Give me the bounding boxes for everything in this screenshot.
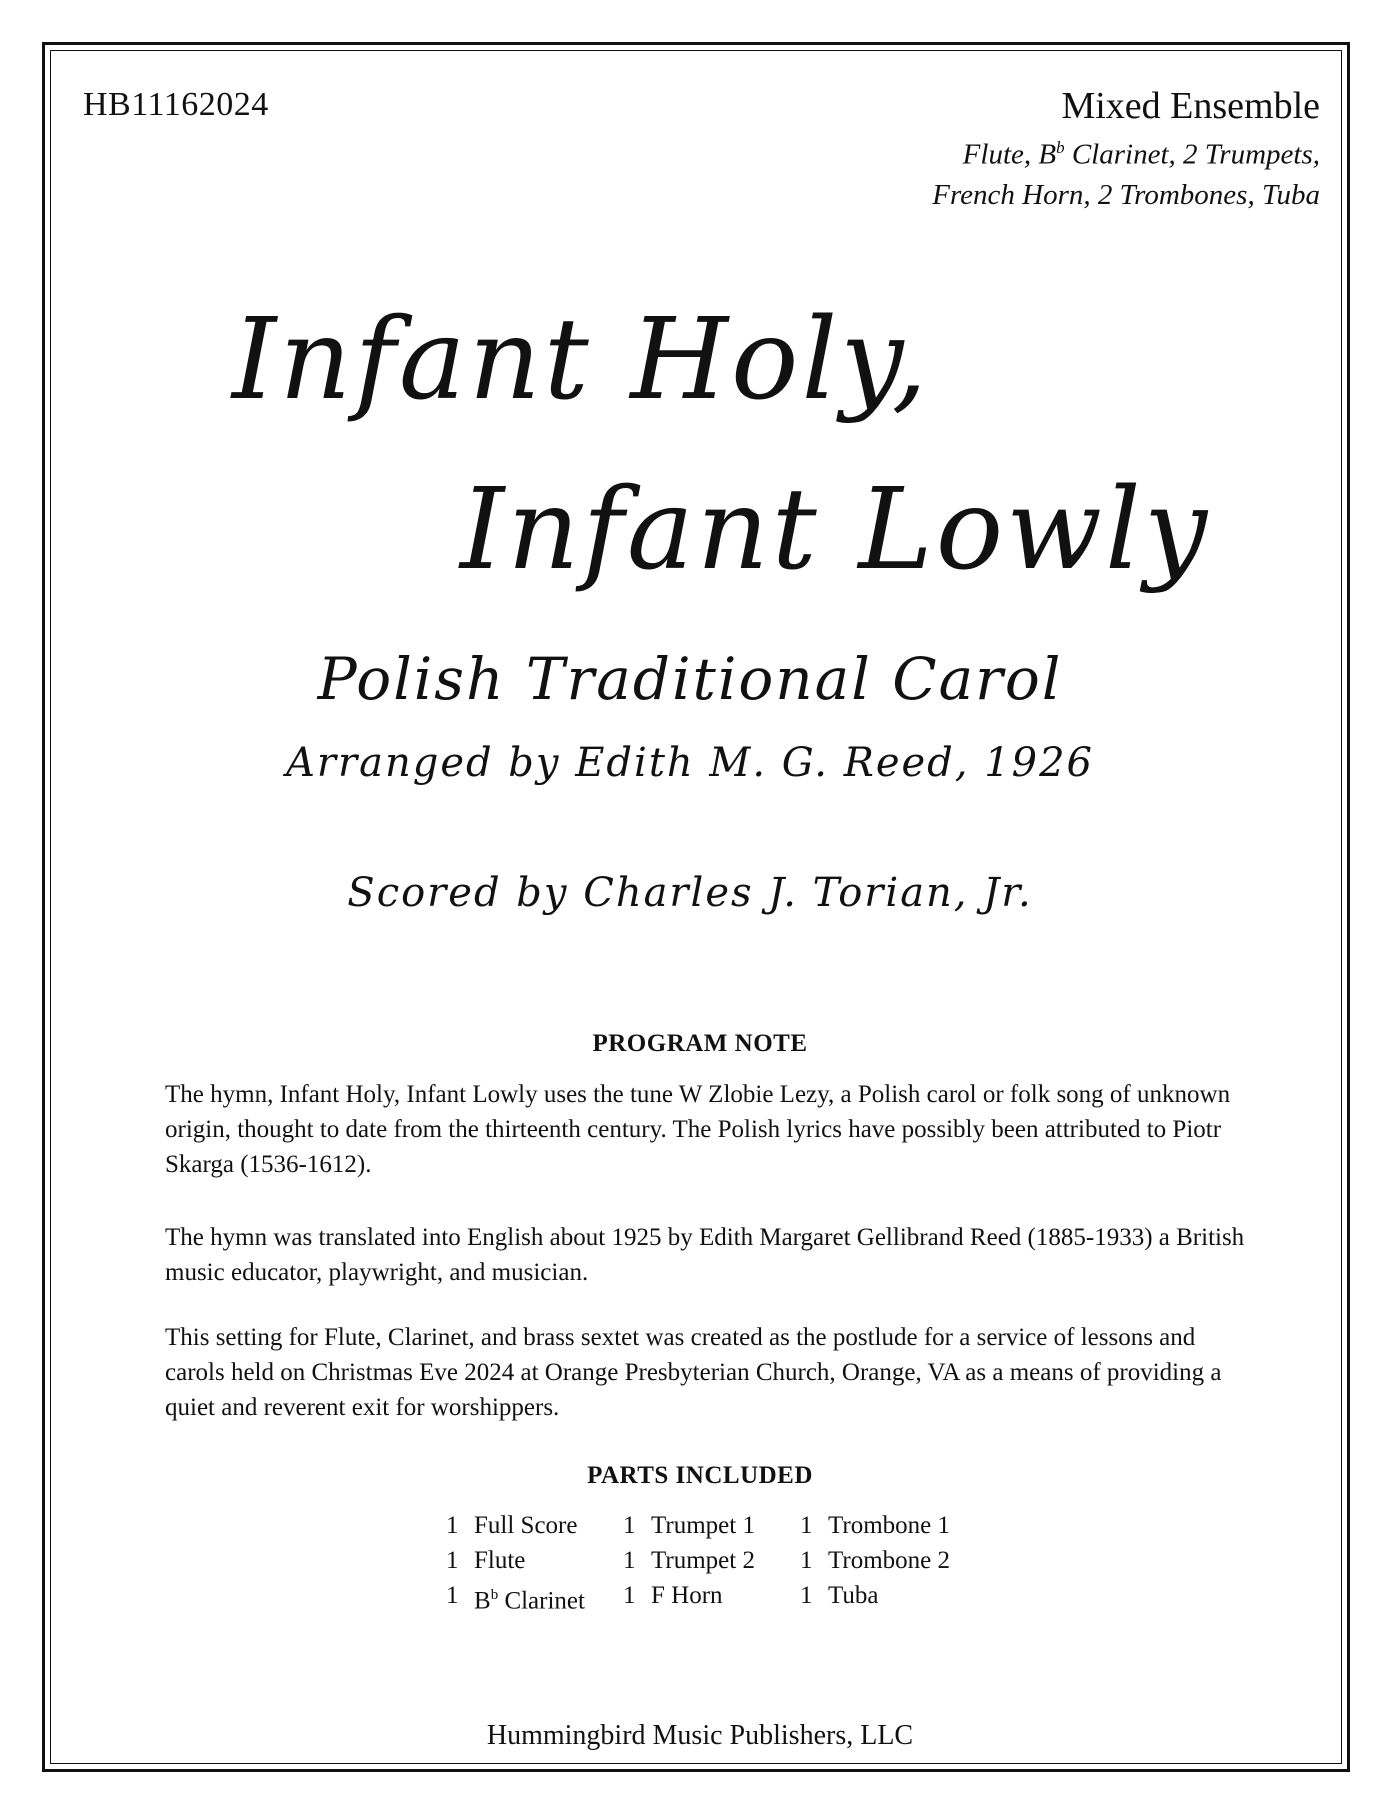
part-name: Trombone 2 <box>828 1547 951 1574</box>
part-name: Trumpet 1 <box>651 1512 755 1539</box>
ensemble-title: Mixed Ensemble <box>1061 85 1320 127</box>
part-quantity: 1 <box>446 1582 459 1609</box>
part-name-post: Clarinet <box>498 1587 585 1615</box>
part-name-clarinet <box>474 1578 585 1618</box>
part-quantity: 1 <box>623 1547 636 1574</box>
part-name: Flute <box>474 1547 526 1574</box>
publisher-name: Hummingbird Music Publishers, LLC <box>486 1720 914 1751</box>
part-item <box>623 1578 755 1613</box>
part-name-pre: B <box>474 1587 491 1615</box>
part-quantity: 1 <box>800 1547 813 1574</box>
subtitle-scorer: Scored by Charles J. Torian, Jr. <box>347 870 1033 916</box>
instrumentation-line-1-pre: Flute, B <box>962 138 1057 171</box>
instrumentation-line-1-post: Clarinet, 2 Trumpets, <box>1064 138 1320 171</box>
part-quantity: 1 <box>800 1582 813 1609</box>
part-quantity: 1 <box>800 1512 813 1539</box>
part-item <box>800 1543 950 1578</box>
part-quantity: 1 <box>623 1582 636 1609</box>
instrumentation-line-1 <box>932 128 1320 175</box>
part-quantity: 1 <box>446 1547 459 1574</box>
part-item <box>800 1578 950 1613</box>
ensemble-block <box>932 84 1320 215</box>
part-quantity: 1 <box>446 1512 459 1539</box>
part-name: F Horn <box>651 1582 723 1609</box>
part-item <box>446 1543 585 1578</box>
flat-sign: b <box>1056 138 1065 157</box>
program-note-heading: PROGRAM NOTE <box>592 1030 808 1057</box>
title-line-1: Infant Holy, <box>232 295 931 425</box>
part-name: Full Score <box>474 1512 578 1539</box>
part-item <box>446 1508 585 1543</box>
instrumentation-line-2: French Horn, 2 Trombones, Tuba <box>932 178 1320 211</box>
part-item <box>623 1543 755 1578</box>
parts-column-2 <box>623 1508 755 1613</box>
paragraph-text: The hymn was translated into English about 1925 by Edith Margaret Gellibrand Reed (1885-1933) a British music educator, playwright, and musician. <box>165 1224 1245 1286</box>
part-item <box>623 1508 755 1543</box>
parts-included-heading: PARTS INCLUDED <box>587 1462 813 1489</box>
part-name: Trumpet 2 <box>651 1547 755 1574</box>
catalog-number: HB11162024 <box>83 86 269 123</box>
subtitle-origin: Polish Traditional Carol <box>317 645 1063 713</box>
parts-column-1 <box>446 1508 585 1618</box>
flat-sign: b <box>490 1587 499 1603</box>
part-item <box>446 1578 585 1618</box>
parts-list <box>0 1508 1400 1618</box>
subtitle-arranger: Arranged by Edith M. G. Reed, 1926 <box>285 740 1095 786</box>
program-note-paragraph <box>165 1220 1255 1290</box>
paragraph-text: The hymn, Infant Holy, Infant Lowly uses the tune W Zlobie Lezy, a Polish carol or folk song of unknown origin, thought to date from the thirteenth century. The Polish lyrics have possibly been attributed to Piotr Skarga (1536-1612). <box>165 1081 1231 1178</box>
program-note-paragraph <box>165 1077 1255 1182</box>
part-item <box>800 1508 950 1543</box>
part-name: Trombone 1 <box>828 1512 951 1539</box>
paragraph-text: This setting for Flute, Clarinet, and brass sextet was created as the postlude for a service of lessons and carols held on Christmas Eve 2024 at Orange Presbyterian Church, Orange, VA as a means of providing a quiet and reverent exit for worshippers. <box>165 1324 1222 1421</box>
title-line-2: Infant Lowly <box>460 465 1211 595</box>
parts-column-3 <box>800 1508 950 1613</box>
program-note-paragraph <box>165 1320 1255 1425</box>
part-quantity: 1 <box>623 1512 636 1539</box>
part-name: Tuba <box>828 1582 879 1609</box>
